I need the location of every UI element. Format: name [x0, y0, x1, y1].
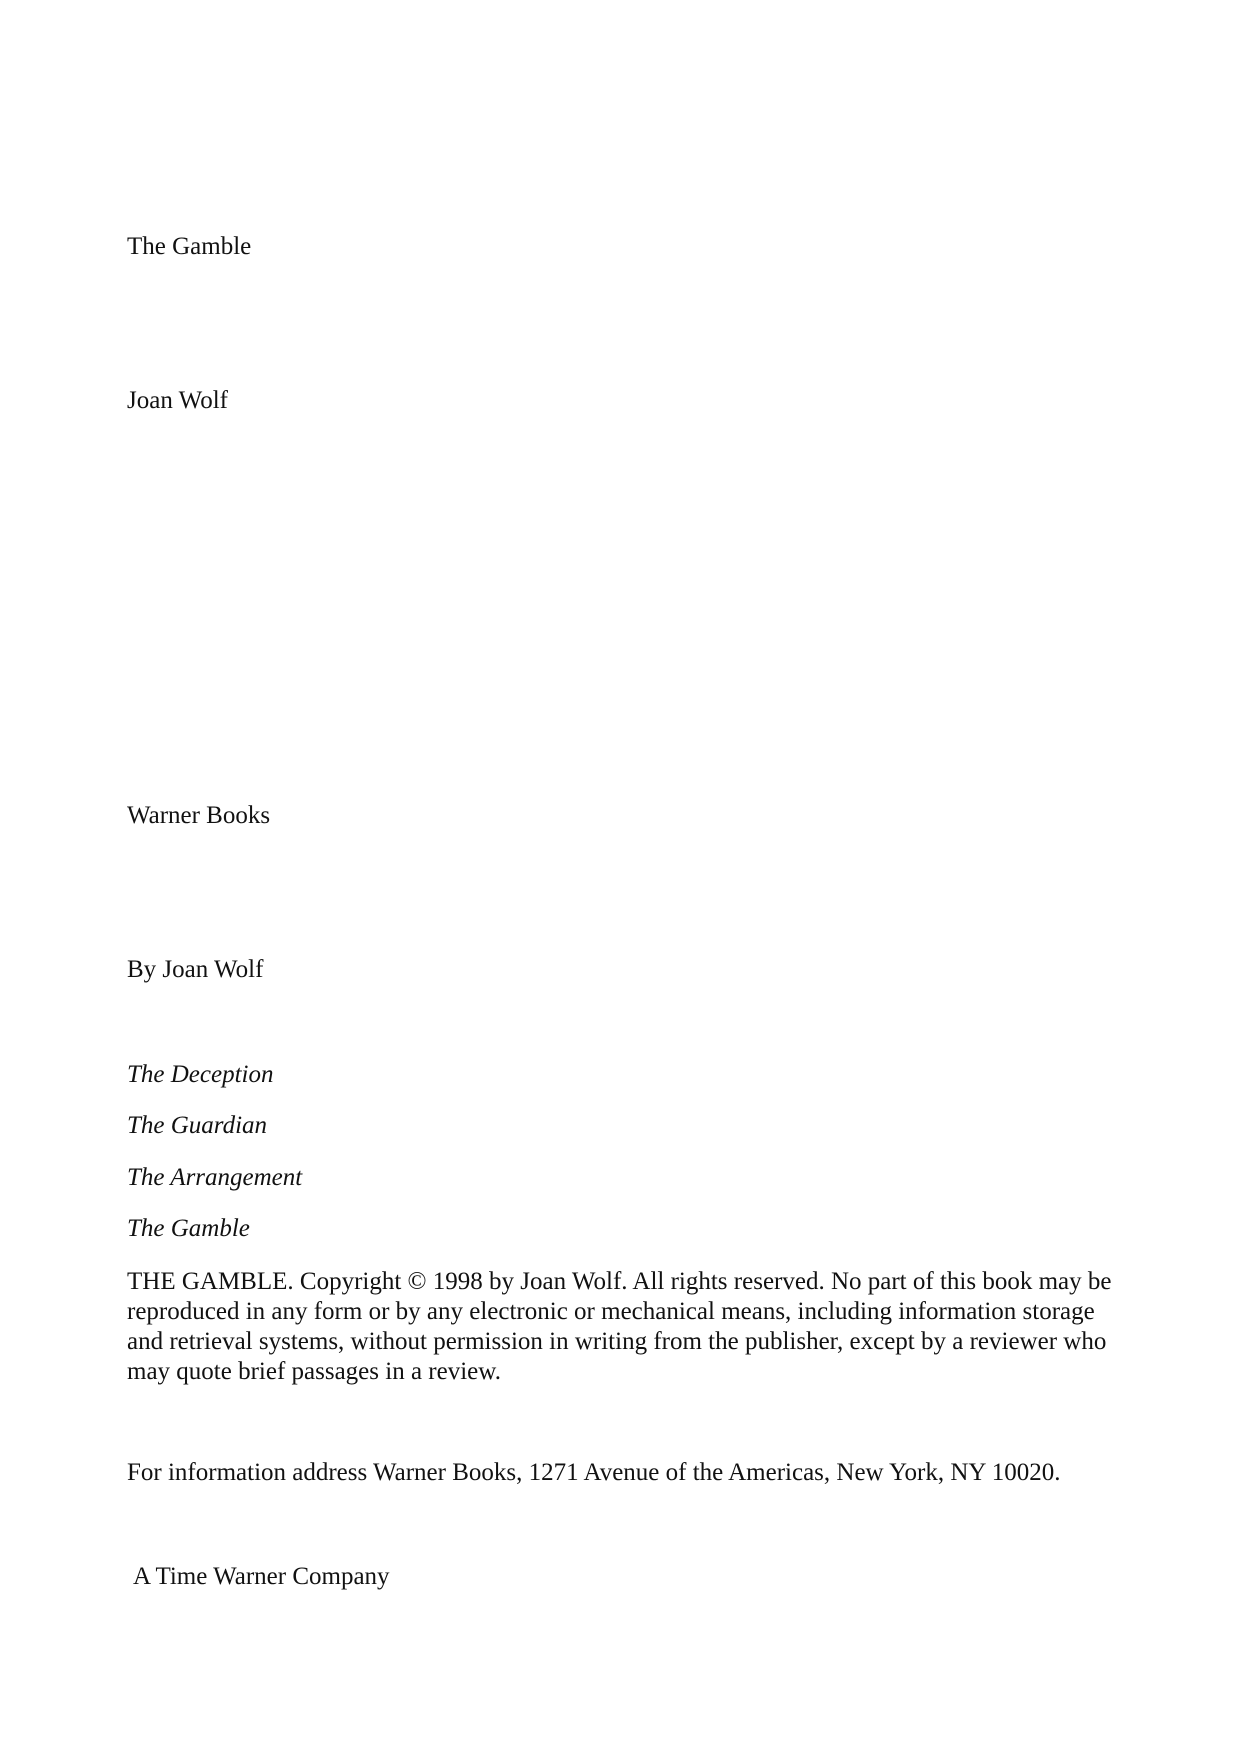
- copyright-notice: THE GAMBLE. Copyright © 1998 by Joan Wolf. All rights reserved. No part of this book may be reproduced in any form or by any electronic or mechanical means, including information storage and retrieval systems, without permission in writing from the publisher, except by a reviewer who may quote brief passages in a review.: [127, 1268, 1112, 1385]
- book-list-item: The Deception: [127, 1061, 274, 1088]
- book-list-item: The Guardian: [127, 1112, 268, 1139]
- book-title: The Gamble: [127, 233, 252, 260]
- book-list-item: The Arrangement: [127, 1164, 303, 1191]
- publisher-address: For information address Warner Books, 1271 Avenue of the Americas, New York, NY 10020.: [127, 1459, 1061, 1486]
- book-list-item: The Gamble: [127, 1215, 250, 1242]
- by-author-heading: By Joan Wolf: [127, 956, 264, 983]
- author-name: Joan Wolf: [127, 387, 228, 414]
- parent-company: A Time Warner Company: [133, 1563, 390, 1590]
- publisher-name: Warner Books: [127, 802, 271, 829]
